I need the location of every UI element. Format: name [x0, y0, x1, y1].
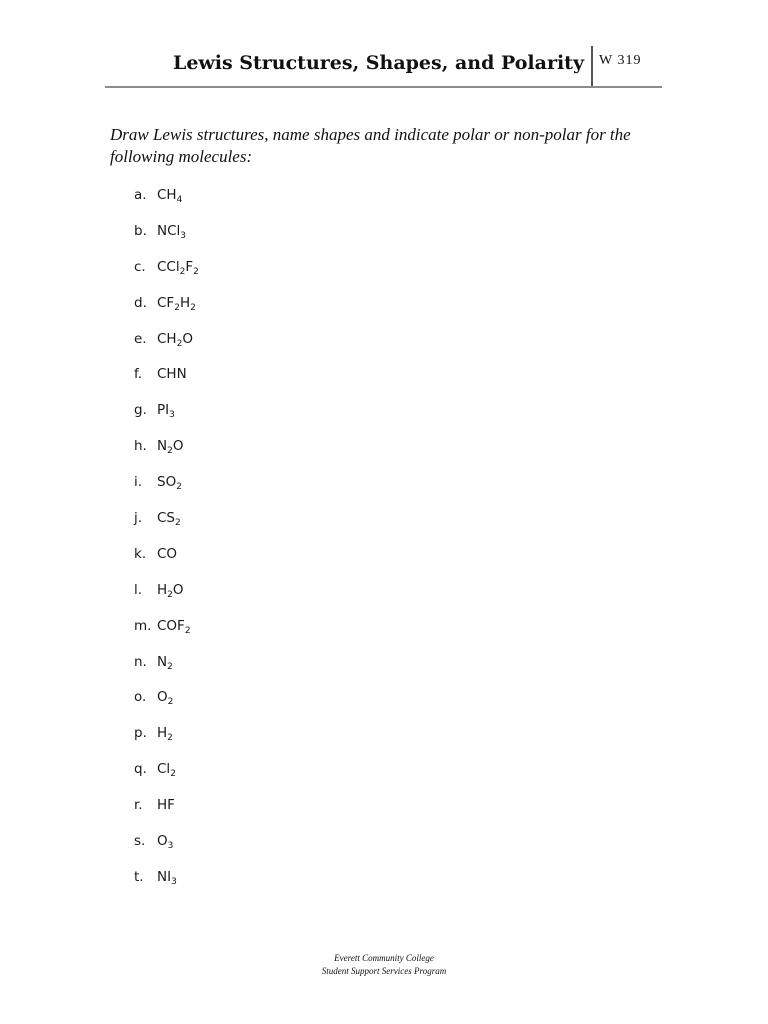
formula-text: CCl: [157, 258, 180, 275]
molecule-formula: [157, 223, 186, 239]
list-item: [134, 509, 199, 545]
formula-text: N: [157, 653, 168, 670]
item-letter: e.: [134, 330, 147, 347]
formula-subscript: 3: [180, 230, 187, 241]
formula-subscript: 2: [176, 338, 183, 349]
molecule-formula: [157, 474, 182, 493]
molecule-formula: [157, 402, 175, 421]
formula-text: O: [172, 581, 184, 598]
item-letter: k.: [134, 545, 147, 562]
molecule-formula: [157, 654, 173, 670]
item-letter: i.: [134, 474, 143, 491]
formula-text: CO: [157, 545, 178, 562]
formula-text: HF: [157, 797, 175, 814]
list-item: [134, 617, 199, 653]
formula-text: N: [157, 438, 168, 455]
item-letter: t.: [134, 868, 144, 885]
formula-subscript: 2: [190, 302, 196, 313]
formula-subscript: 4: [176, 195, 183, 205]
item-letter: o.: [134, 689, 147, 706]
item-letter: b.: [134, 222, 147, 239]
formula-text: CH: [157, 330, 177, 347]
item-letter: a.: [134, 187, 147, 203]
formula-subscript: 3: [171, 876, 177, 887]
formula-subscript: 2: [167, 733, 173, 744]
molecule-formula: [157, 510, 181, 529]
formula-text: CS: [157, 510, 175, 527]
molecule-formula: [157, 869, 177, 885]
footer: [0, 952, 768, 978]
list-item: [134, 832, 199, 868]
formula-subscript: 2: [193, 266, 199, 277]
item-letter: f.: [134, 366, 143, 383]
list-item: [134, 868, 199, 904]
header-divider: [591, 46, 593, 86]
formula-text: H: [157, 725, 168, 742]
formula-text: CF: [157, 294, 175, 311]
molecule-formula: [157, 331, 193, 347]
molecule-formula: [157, 295, 196, 311]
footer-college: Everett Community College: [334, 953, 434, 963]
formula-text: O: [157, 689, 168, 706]
item-letter: c.: [134, 258, 146, 275]
page-header: [105, 44, 662, 88]
molecule-formula: [157, 618, 191, 634]
formula-text: F: [185, 258, 194, 275]
formula-text: CHN: [157, 366, 187, 383]
list-item: [134, 186, 199, 222]
item-letter: p.: [134, 725, 147, 742]
formula-subscript: 2: [174, 302, 180, 313]
formula-subscript: 2: [167, 446, 173, 457]
list-item: [134, 688, 199, 724]
molecule-formula: [157, 438, 184, 457]
formula-text: SO: [157, 474, 177, 491]
item-letter: m.: [134, 617, 152, 634]
formula-subscript: 3: [167, 841, 174, 852]
formula-subscript: 2: [176, 482, 182, 493]
molecule-formula: [157, 725, 173, 744]
formula-subscript: 2: [175, 518, 181, 529]
molecule-formula: [157, 546, 177, 562]
list-item: [134, 437, 199, 473]
list-item: [134, 294, 199, 330]
molecule-formula: [157, 366, 187, 382]
list-item: [134, 258, 199, 294]
worksheet-code: W 319: [599, 53, 642, 68]
formula-text: Cl: [157, 761, 171, 778]
item-letter: d.: [134, 294, 147, 311]
formula-text: H: [179, 294, 191, 311]
list-item: [134, 760, 199, 796]
formula-text: O: [157, 833, 168, 850]
item-letter: r.: [134, 797, 143, 814]
item-letter: l.: [134, 581, 143, 598]
molecule-formula: [157, 797, 175, 813]
molecule-list: [134, 186, 199, 904]
instructions-text: Draw Lewis structures, name shapes and indicate polar or non-polar for the following molecules:: [110, 125, 631, 166]
formula-text: O: [172, 438, 184, 455]
molecule-formula: [157, 761, 176, 780]
molecule-formula: [157, 833, 174, 852]
list-item: [134, 222, 199, 258]
list-item: [134, 653, 199, 689]
formula-subscript: 2: [184, 625, 191, 636]
formula-text: H: [157, 581, 168, 598]
molecule-formula: [157, 582, 184, 598]
list-item: [134, 796, 199, 832]
formula-text: NI: [157, 868, 172, 885]
formula-subscript: 2: [167, 697, 174, 708]
formula-text: NCl: [157, 222, 181, 239]
formula-text: PI: [157, 402, 170, 419]
molecule-formula: [157, 689, 174, 708]
formula-subscript: 2: [170, 769, 176, 780]
molecule-formula: [157, 187, 182, 203]
item-letter: j.: [134, 510, 143, 527]
formula-text: CH: [157, 187, 177, 203]
footer-program: Student Support Services Program: [321, 966, 447, 976]
formula-text: COF: [157, 617, 185, 634]
item-letter: q.: [134, 761, 147, 778]
list-item: [134, 330, 199, 366]
formula-subscript: 2: [167, 661, 173, 672]
formula-text: O: [182, 330, 193, 347]
formula-subscript: 2: [179, 266, 186, 277]
list-item: [134, 473, 199, 509]
list-item: [134, 545, 199, 581]
formula-subscript: 3: [169, 410, 175, 421]
formula-subscript: 2: [167, 589, 173, 600]
item-letter: s.: [134, 833, 146, 850]
page-title: Lewis Structures, Shapes, and Polarity: [172, 52, 584, 74]
item-letter: h.: [134, 438, 147, 455]
item-letter: n.: [134, 653, 147, 670]
molecule-formula: [157, 259, 199, 275]
list-item: [134, 724, 199, 760]
list-item: [134, 365, 199, 401]
item-letter: g.: [134, 402, 147, 419]
list-item: [134, 581, 199, 617]
list-item: [134, 401, 199, 437]
